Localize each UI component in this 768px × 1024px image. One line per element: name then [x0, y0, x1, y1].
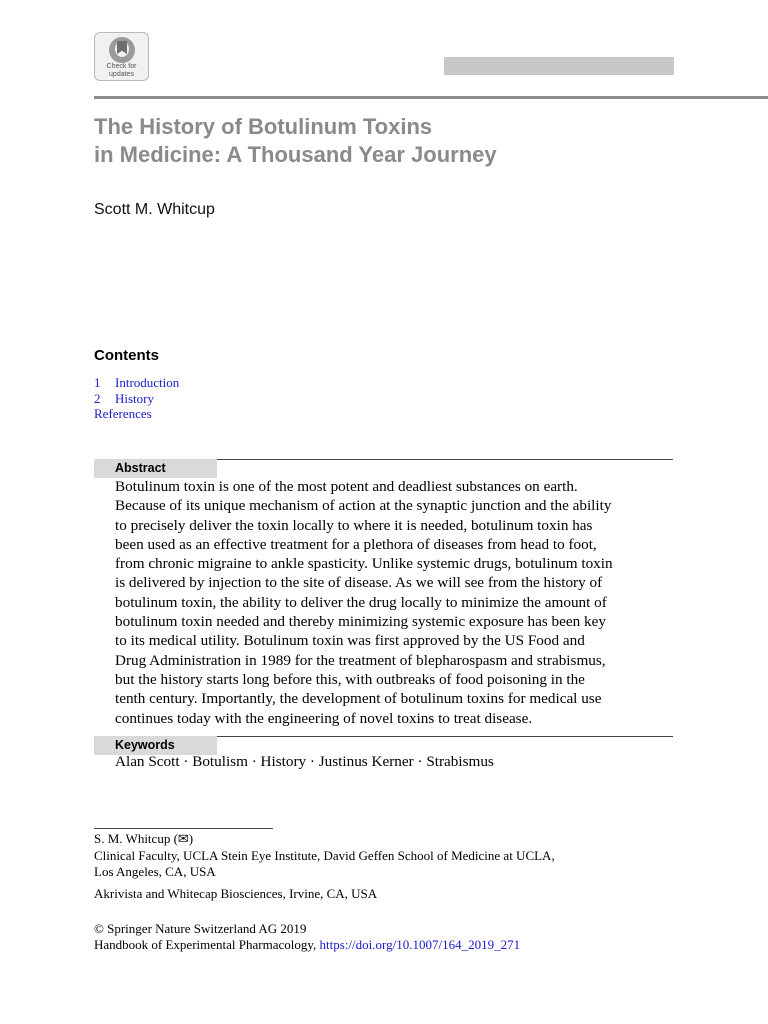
abstract-line: been used as an effective treatment for a plethora of diseases from head to foot, — [115, 535, 597, 553]
abstract-body — [115, 477, 673, 728]
handbook-line — [94, 936, 520, 953]
toc-item-history[interactable] — [94, 391, 154, 407]
header-bar — [444, 57, 674, 75]
abstract-line: tenth century. Importantly, the development of botulinum toxins for medical use — [115, 690, 602, 708]
chapter-title — [94, 113, 734, 169]
title-line-2: in Medicine: A Thousand Year Journey — [94, 142, 497, 167]
doi-link[interactable]: https://doi.org/10.1007/164_2019_271 — [319, 937, 521, 952]
abstract-line: is delivered by injection to the site of disease. As we will see from the history of — [115, 574, 603, 592]
abstract-line: Botulinum toxin is one of the most potent and deadliest substances on earth. — [115, 478, 578, 495]
badge-label — [95, 63, 148, 79]
toc-item-introduction[interactable] — [94, 375, 179, 391]
keywords-list: Alan Scott · Botulism · History · Justinus Kerner · Strabismus — [115, 753, 494, 770]
top-rule — [94, 96, 768, 99]
keywords-label: Keywords — [94, 736, 217, 755]
badge-line2: updates — [109, 71, 134, 78]
handbook-name: Handbook of Experimental Pharmacology, — [94, 937, 320, 952]
toc-label: References — [94, 406, 152, 421]
footnote-affiliation-2: Los Angeles, CA, USA — [94, 864, 216, 879]
footnote-author: S. M. Whitcup (✉) — [94, 831, 194, 846]
abstract-line: from chronic migraine to ankle spasticity. Unlike systemic drugs, botulinum toxin — [115, 555, 613, 573]
toc-number: 1 — [94, 375, 101, 390]
title-line-1: The History of Botulinum Toxins — [94, 114, 433, 139]
abstract-line: to precisely deliver the toxin locally to where it is needed, botulinum toxin has — [115, 516, 593, 534]
abstract-label: Abstract — [94, 459, 217, 478]
footnote-affiliation-3: Akrivista and Whitecap Biosciences, Irvine, CA, USA — [94, 886, 378, 901]
copyright-line: © Springer Nature Switzerland AG 2019 — [94, 921, 307, 936]
check-for-updates-badge[interactable] — [94, 32, 149, 81]
toc-item-references[interactable] — [94, 406, 152, 422]
abstract-line: continues today with the engineering of novel toxins to treat disease. — [115, 709, 533, 727]
abstract-line: to its medical utility. Botulinum toxin was first approved by the US Food and — [115, 632, 585, 650]
abstract-line: botulinum toxin, the ability to deliver the drug locally to minimize the amount of — [115, 593, 607, 611]
abstract-line: Drug Administration in 1989 for the treatment of blepharospasm and strabismus, — [115, 651, 606, 669]
footnote-rule — [94, 828, 273, 829]
toc-number: 2 — [94, 391, 101, 406]
author-name: Scott M. Whitcup — [94, 201, 215, 218]
abstract-line: Because of its unique mechanism of action at the synaptic junction and the ability — [115, 497, 612, 515]
abstract-line: but the history starts long before this, with outbreaks of food poisoning in the — [115, 670, 585, 688]
toc-label: Introduction — [115, 375, 180, 390]
toc-label: History — [115, 391, 154, 406]
badge-line1: Check for — [106, 63, 137, 70]
footnote-affiliation-1: Clinical Faculty, UCLA Stein Eye Institute, David Geffen School of Medicine at UCLA, — [94, 848, 555, 863]
contents-heading: Contents — [94, 347, 159, 364]
abstract-line: botulinum toxin needed and thereby minimizing systemic exposure has been key — [115, 613, 606, 631]
